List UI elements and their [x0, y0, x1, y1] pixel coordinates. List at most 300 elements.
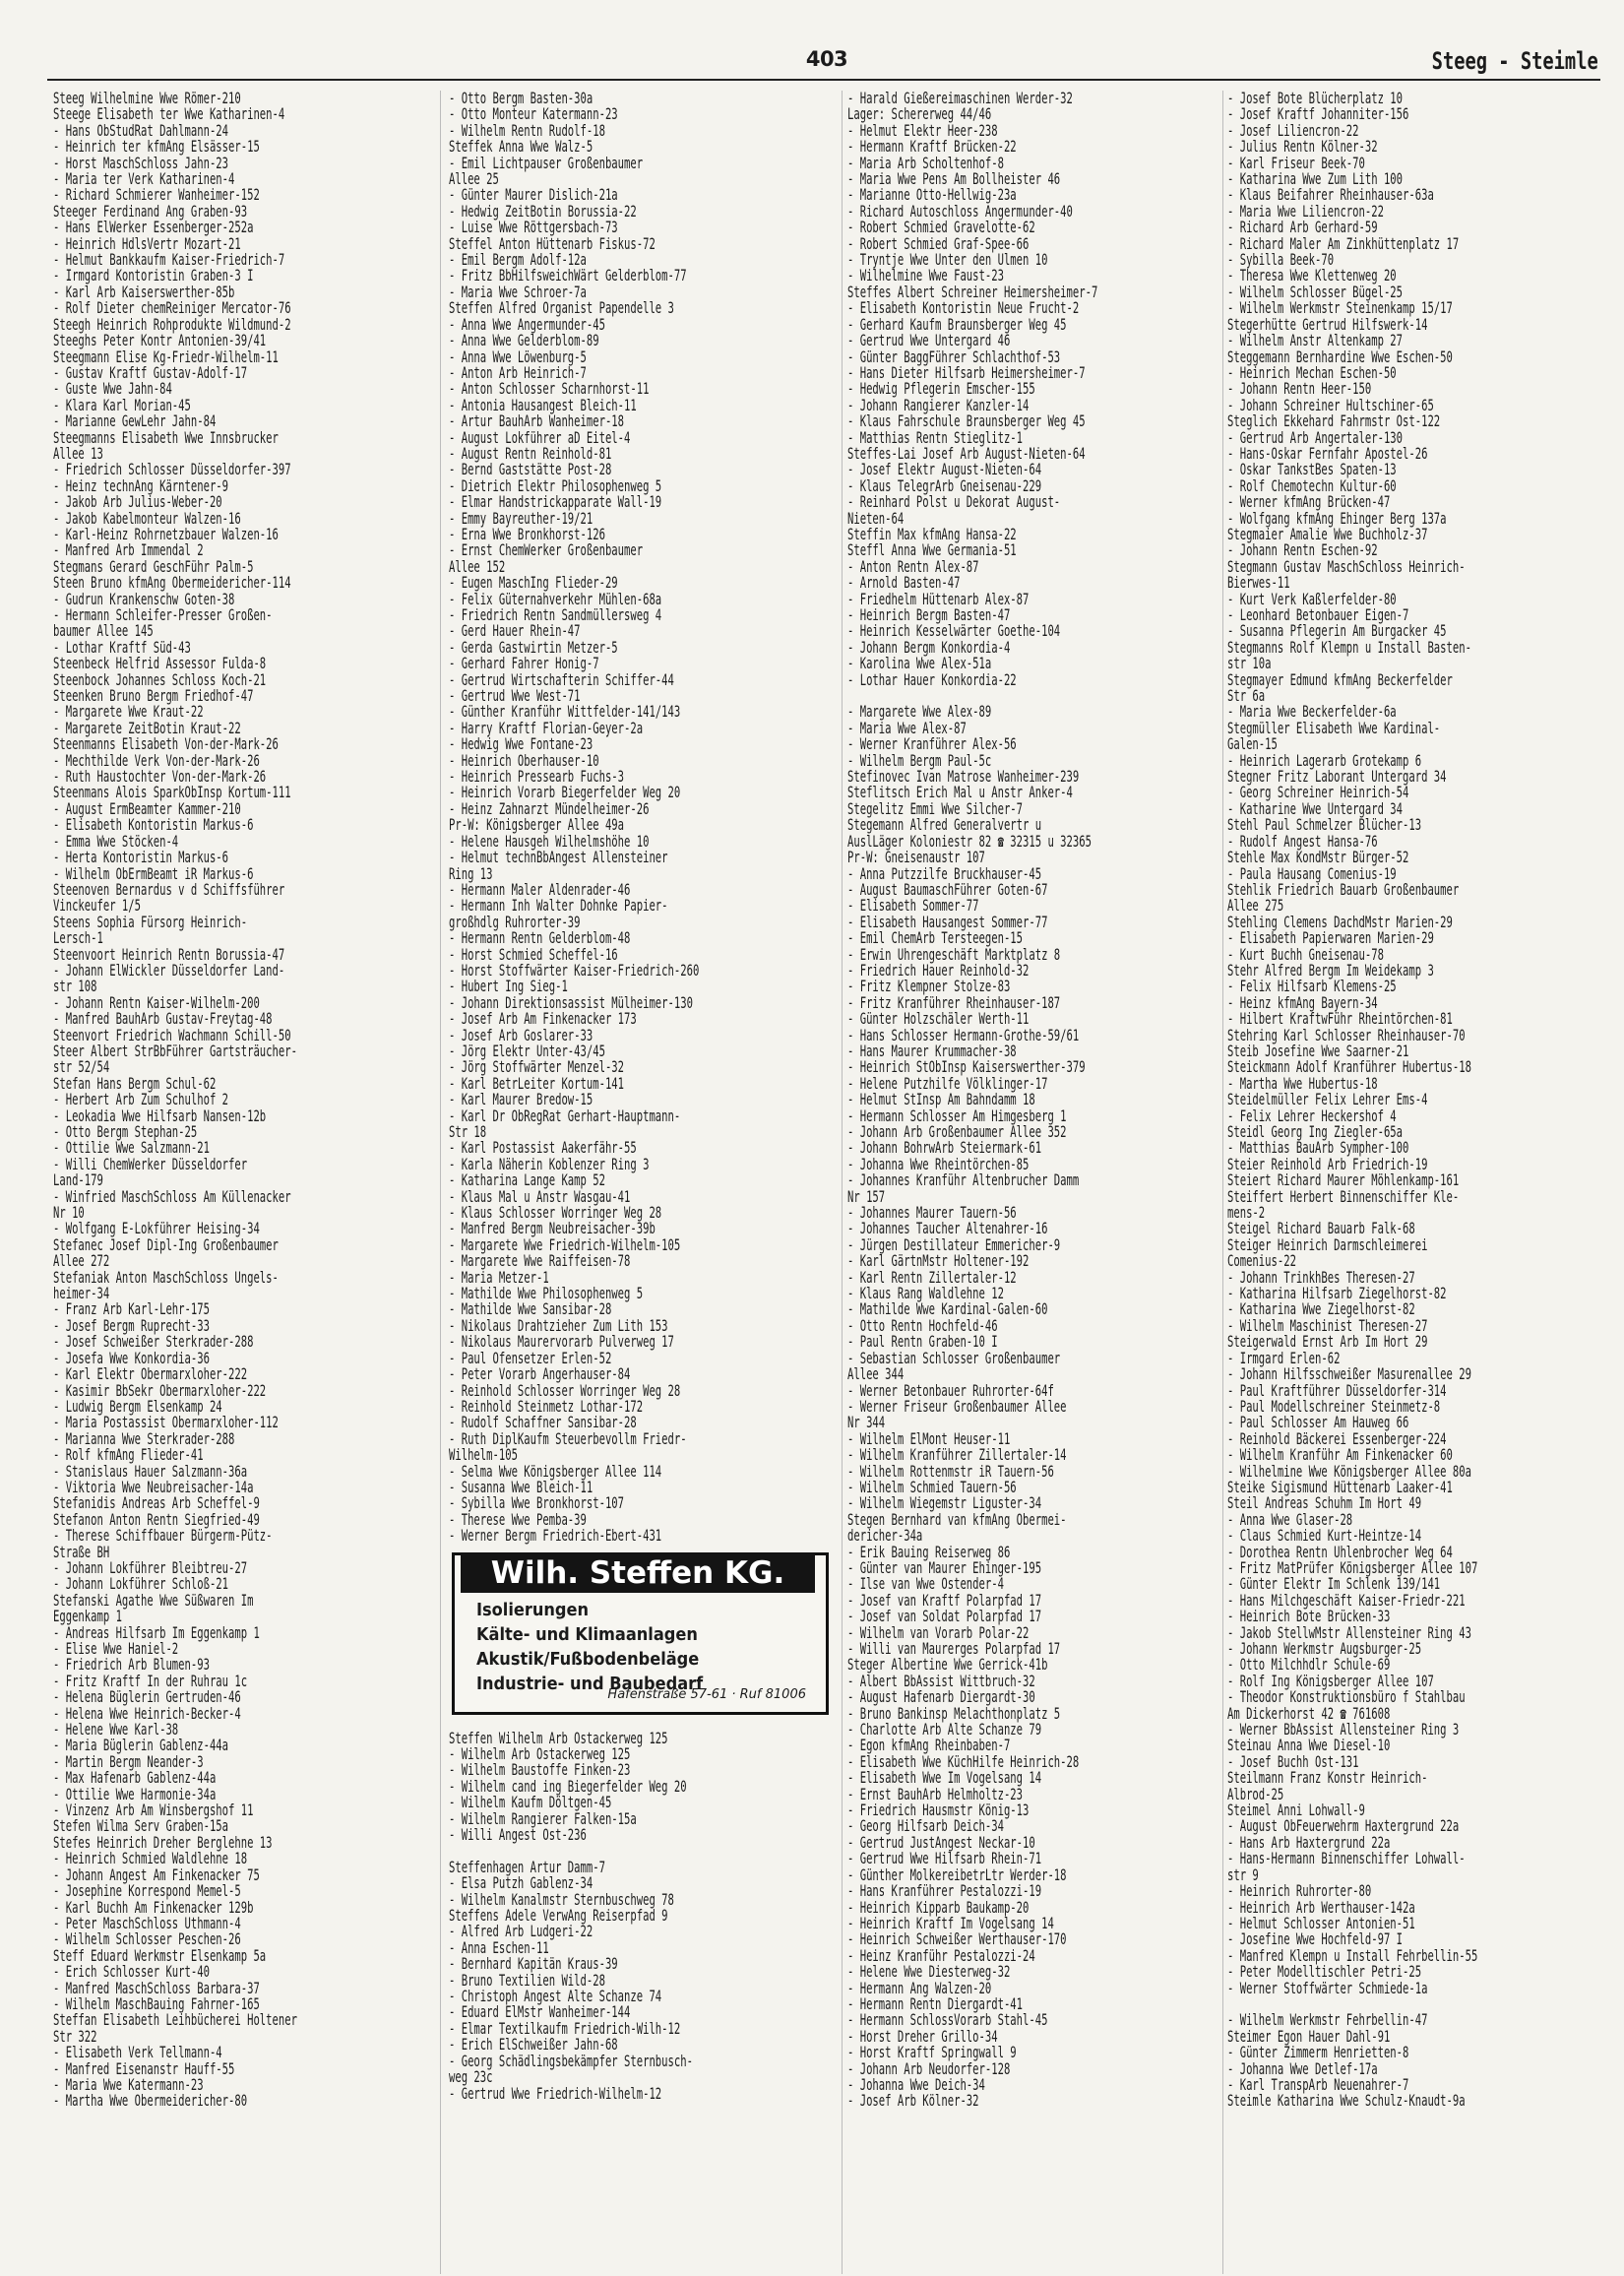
directory-entry: - Reinhold Steinmetz Lothar-172: [449, 1396, 644, 1416]
directory-entry: - Wilhelm Rottenmstr iR Tauern-56: [847, 1461, 1054, 1481]
directory-entry: - Manfred Klempn u Install Fehrbellin-55: [1227, 1945, 1478, 1965]
directory-entry: - Luise Wwe Röttgersbach-73: [449, 218, 618, 237]
column-divider: [842, 91, 843, 2274]
directory-entry: - Hans Maurer Krummacher-38: [847, 1041, 1017, 1060]
directory-entry: - Eugen MaschIng Flieder-29: [449, 573, 618, 593]
directory-entry: - Maria Büglerin Gablenz-44a: [53, 1736, 229, 1755]
directory-entry: - Anton Arb Heinrich-7: [449, 362, 587, 382]
directory-entry: - Theresa Wwe Klettenweg 20: [1227, 266, 1397, 285]
directory-entry: - Erich Schlosser Kurt-40: [53, 1962, 210, 1982]
directory-entry: Steegmanns Elisabeth Wwe Innsbrucker: [53, 427, 279, 447]
directory-entry: - Mathilde Wwe Kardinal-Galen-60: [847, 1299, 1048, 1319]
directory-entry: Steib Josefine Wwe Saarner-21: [1227, 1041, 1409, 1060]
directory-entry: - Leonhard Betonbauer Eigen-7: [1227, 605, 1409, 624]
directory-entry: - Wilhelm Kaufm Döltgen-45: [449, 1793, 612, 1812]
directory-entry: Nieten-64: [847, 508, 905, 528]
directory-entry: - Erwin Uhrengeschäft Marktplatz 8: [847, 944, 1061, 964]
directory-entry: - Anton Schlosser Scharnhorst-11: [449, 379, 650, 399]
directory-entry: - Fritz Kraftf In der Ruhrau 1c: [53, 1671, 248, 1690]
directory-entry: - Richard Maler Am Zinkhüttenplatz 17: [1227, 233, 1460, 253]
directory-entry: - Gertrud Wwe Hilfsarb Rhein-71: [847, 1849, 1042, 1868]
directory-entry: Steickmann Adolf Kranführer Hubertus-18: [1227, 1057, 1471, 1077]
directory-entry: - Heinrich HdlsVertr Mozart-21: [53, 233, 241, 253]
directory-entry: - Vinzenz Arb Am Winsbergshof 11: [53, 1801, 254, 1820]
directory-entry: - Friedrich Hausmstr König-13: [847, 1801, 1030, 1820]
directory-entry: - Wilhelmine Wwe Faust-23: [847, 266, 1004, 285]
directory-entry: - Elisabeth Wwe KüchHilfe Heinrich-28: [847, 1751, 1080, 1771]
directory-entry: - Richard Autoschloss Angermunder-40: [847, 201, 1073, 221]
directory-entry: - Hans-Oskar Fernfahr Apostel-26: [1227, 443, 1428, 463]
directory-entry: - Bruno Textilien Wild-28: [449, 1970, 605, 1990]
directory-entry: Stefen Wilma Serv Graben-15a: [53, 1816, 229, 1836]
directory-entry: - Josef Bote Blücherplatz 10: [1227, 91, 1404, 107]
directory-entry: - Irmgard Erlen-62: [1227, 1348, 1341, 1367]
directory-entry: - Johanna Wwe Rheintörchen-85: [847, 1154, 1030, 1173]
directory-entry: - Elisabeth Kontoristin Neue Frucht-2: [847, 298, 1080, 318]
directory-entry: - Albert BbAssist Wittbruch-32: [847, 1671, 1035, 1690]
directory-entry: - Josef Kraftf Johanniter-156: [1227, 104, 1409, 124]
advertisement-line: Akustik/Fußbodenbeläge: [476, 1648, 700, 1670]
directory-entry: - Helene Hausgeh Wilhelmshöhe 10: [449, 831, 650, 851]
directory-entry: Stehling Clemens DachdMstr Marien-29: [1227, 912, 1453, 931]
directory-column-4: [1227, 91, 1603, 2274]
directory-entry: - Wilhelm Anstr Altenkamp 27: [1227, 331, 1404, 350]
directory-entry: - Robert Schmied Gravelotte-62: [847, 218, 1035, 237]
directory-entry: - Otto Monteur Katermann-23: [449, 104, 618, 124]
directory-entry: - Heinrich Arb Werthauser-142a: [1227, 1897, 1415, 1917]
directory-entry: - August ObFeuerwehrm Haxtergrund 22a: [1227, 1816, 1460, 1836]
directory-column-1: [53, 91, 431, 2274]
directory-entry: - Horst Dreher Grillo-34: [847, 2026, 998, 2046]
directory-entry: Steenvoort Heinrich Rentn Borussia-47: [53, 944, 285, 964]
directory-entry: Allee 25: [449, 169, 499, 189]
directory-entry: - Therese Wwe Pemba-39: [449, 1509, 587, 1529]
directory-entry: - Theodor Konstruktionsbüro f Stahlbau: [1227, 1687, 1466, 1707]
directory-entry: - Anton Rentn Alex-87: [847, 556, 979, 576]
directory-entry: - Nikolaus Maurervorarb Pulverweg 17: [449, 1332, 674, 1352]
directory-entry: - Hans Arb Haxtergrund 22a: [1227, 1832, 1391, 1852]
directory-entry: - Maria Wwe Beckerfelder-6a: [1227, 702, 1397, 722]
directory-entry: - Hedwig Wwe Fontane-23: [449, 734, 593, 754]
directory-entry: - Josef Schweißer Sterkrader-288: [53, 1332, 254, 1352]
directory-entry: - Josef van Kraftf Polarpfad 17: [847, 1590, 1042, 1610]
directory-entry: - Harald Gießereimaschinen Werder-32: [847, 91, 1073, 107]
directory-entry: - Josef Arb Am Finkenacker 173: [449, 1009, 637, 1029]
directory-entry: - Lothar Kraftf Süd-43: [53, 637, 191, 657]
directory-entry: Allee 272: [53, 1251, 110, 1271]
directory-entry: - Gerda Gastwirtin Metzer-5: [449, 637, 618, 657]
directory-entry: - Emil ChemArb Tersteegen-15: [847, 928, 1024, 948]
directory-entry: - Gertrud Wwe Untergard 46: [847, 331, 1011, 350]
directory-entry: - Sybilla Wwe Bronkhorst-107: [449, 1493, 625, 1513]
directory-entry: - Rudolf Angest Hansa-76: [1227, 831, 1378, 851]
directory-entry: Str 322: [53, 2026, 97, 2046]
directory-entry: - Heinz Kranführ Pestalozzi-24: [847, 1945, 1035, 1965]
directory-entry: - Wilhelm van Vorarb Polar-22: [847, 1622, 1030, 1642]
directory-entry: - Emma Wwe Stöcken-4: [53, 831, 179, 851]
directory-entry: - Lothar Hauer Konkordia-22: [847, 669, 1017, 689]
directory-entry: - Margarete Wwe Raiffeisen-78: [449, 1251, 631, 1271]
directory-entry: - Josef Arb Kölner-32: [847, 2091, 979, 2111]
directory-entry: - Heinrich Kesselwärter Goethe-104: [847, 621, 1061, 641]
directory-entry: - Werner Friseur Großenbaumer Allee: [847, 1396, 1067, 1416]
directory-entry: weg 23c: [449, 2067, 493, 2087]
directory-entry: - Robert Schmied Graf-Spee-66: [847, 233, 1030, 253]
directory-entry: - Bernd Gaststätte Post-28: [449, 460, 612, 479]
directory-entry: - Nikolaus Drahtzieher Zum Lith 153: [449, 1315, 668, 1335]
directory-entry: - Ernst ChemWerker Großenbaumer: [449, 540, 644, 560]
directory-entry: - Ludwig Bergm Elsenkamp 24: [53, 1396, 222, 1416]
directory-entry: - Hermann Inh Walter Dohnke Papier-: [449, 896, 668, 916]
directory-entry: Stegmann Gustav MaschSchloss Heinrich-: [1227, 556, 1466, 576]
directory-entry: - Peter Vorarb Angerhauser-84: [449, 1364, 631, 1384]
directory-entry: - Helmut Elektr Heer-238: [847, 120, 998, 140]
directory-entry: Straße BH: [53, 1542, 110, 1561]
directory-entry: - Helena Büglerin Gertruden-46: [53, 1687, 241, 1707]
directory-entry: - Sybilla Beek-70: [1227, 250, 1335, 270]
directory-entry: - Gertrud JustAngest Neckar-10: [847, 1832, 1035, 1852]
advertisement-title: Wilh. Steffen KG.: [461, 1553, 815, 1593]
directory-entry: - Johann Direktionsassist Mülheimer-130: [449, 992, 693, 1012]
directory-entry: - Anna Wwe Angermunder-45: [449, 314, 605, 334]
directory-entry: - Christoph Angest Alte Schanze 74: [449, 1987, 662, 2006]
directory-entry: - Paul Schlosser Am Hauweg 66: [1227, 1413, 1409, 1432]
directory-entry: - August Hafenarb Diergardt-30: [847, 1687, 1035, 1707]
directory-entry: - Heinrich Bote Brücken-33: [1227, 1607, 1391, 1626]
directory-entry: - Manfred Eisenanstr Hauff-55: [53, 2058, 235, 2078]
directory-entry: Steggemann Bernhardine Wwe Eschen-50: [1227, 347, 1453, 366]
directory-entry: Bierwes-11: [1227, 573, 1290, 593]
directory-entry: - Klaus Fahrschule Braunsberger Weg 45: [847, 411, 1086, 431]
directory-entry: - Friedrich Arb Blumen-93: [53, 1655, 210, 1675]
directory-entry: - Kasimir BbSekr Obermarxloher-222: [53, 1380, 267, 1400]
directory-entry: - Günter Maurer Dislich-21a: [449, 185, 618, 205]
directory-entry: - Andreas Hilfsarb Im Eggenkamp 1: [53, 1622, 260, 1642]
directory-entry: - Johann Rentn Heer-150: [1227, 379, 1372, 399]
directory-entry: Steenbock Johannes Schloss Koch-21: [53, 669, 267, 689]
directory-entry: - Rudolf Schaffner Sansibar-28: [449, 1413, 637, 1432]
directory-entry: Lager: Schererweg 44/46: [847, 104, 992, 124]
directory-entry: - Willi ChemWerker Düsseldorfer: [53, 1154, 248, 1173]
directory-entry: - Karl Arb Kaiserswerther-85b: [53, 282, 235, 301]
directory-entry: - Johann TrinkhBes Theresen-27: [1227, 1267, 1415, 1287]
directory-entry: - Hermann Schleifer-Presser Großen-: [53, 605, 273, 624]
directory-entry: - Wilhelm Kranführer Zillertaler-14: [847, 1445, 1067, 1465]
directory-entry: Steffes Albert Schreiner Heimersheimer-7: [847, 282, 1098, 301]
directory-entry: - Maria Wwe Schroer-7a: [449, 282, 587, 301]
directory-entry: - Katharina Wwe Zum Lith 100: [1227, 169, 1404, 189]
directory-entry: - Karl Friseur Beek-70: [1227, 153, 1365, 172]
directory-entry: Steimel Anni Lohwall-9: [1227, 1801, 1365, 1820]
directory-entry: - Maria Postassist Obermarxloher-112: [53, 1413, 279, 1432]
directory-entry: - Wilhelm Baustoffe Finken-23: [449, 1760, 631, 1780]
directory-entry: - Paul Modellschreiner Steinmetz-8: [1227, 1396, 1441, 1416]
directory-entry: - Johann Schreiner Hultschiner-65: [1227, 395, 1434, 414]
directory-entry: Am Dickerhorst 42 ☎ 761608: [1227, 1703, 1391, 1723]
directory-entry: - Maria Wwe Katermann-23: [53, 2074, 204, 2094]
directory-entry: - August Rentn Reinhold-81: [449, 443, 612, 463]
directory-entry: - Claus Schmied Kurt-Heintze-14: [1227, 1526, 1422, 1546]
directory-entry: Vinckeufer 1/5: [53, 896, 142, 916]
directory-entry: - Heinrich Mechan Eschen-50: [1227, 362, 1397, 382]
directory-entry: - Wilhelm Schmied Tauern-56: [847, 1477, 1017, 1496]
directory-entry: - Manfred BauhArb Gustav-Freytag-48: [53, 1009, 273, 1029]
directory-entry: - Maria Wwe Alex-87: [847, 718, 967, 737]
directory-entry: Stegmans Gerard GeschFühr Palm-5: [53, 556, 254, 576]
directory-entry: Steidelmüller Felix Lehrer Ems-4: [1227, 1090, 1428, 1109]
directory-entry: - Reinhold Schlosser Worringer Weg 28: [449, 1380, 681, 1400]
directory-entry: - Fritz MatPrüfer Königsberger Allee 107: [1227, 1557, 1478, 1577]
directory-entry: - Günter van Maurer Ehinger-195: [847, 1557, 1042, 1577]
directory-entry: - Felix Lehrer Heckershof 4: [1227, 1106, 1397, 1125]
directory-entry: - Franz Arb Karl-Lehr-175: [53, 1299, 210, 1319]
page-number: 403: [805, 47, 848, 71]
directory-entry: - Karl TranspArb Neuenahrer-7: [1227, 2074, 1409, 2094]
directory-entry: - Mathilde Wwe Sansibar-28: [449, 1299, 612, 1319]
directory-entry: - Margarete Wwe Friedrich-Wilhelm-105: [449, 1234, 681, 1254]
directory-entry: - Heinrich Schmied Waldlehne 18: [53, 1849, 248, 1868]
directory-entry: - Hans Dieter Hilfsarb Heimersheimer-7: [847, 362, 1086, 382]
directory-entry: Steffl Anna Wwe Germania-51: [847, 540, 1017, 560]
directory-entry: - Helene Putzhilfe Völklinger-17: [847, 1073, 1048, 1093]
directory-entry: Stegemann Alfred Generalvertr u: [847, 815, 1042, 835]
directory-entry: Str 6a: [1227, 686, 1266, 706]
directory-entry: - Heinrich Kipparb Baukamp-20: [847, 1897, 1030, 1917]
directory-entry: Steeghs Peter Kontr Antonien-39/41: [53, 331, 267, 350]
directory-entry: - Horst Kraftf Springwall 9: [847, 2043, 1017, 2062]
directory-entry: - Johannes Kranführ Altenbrucher Damm: [847, 1170, 1080, 1190]
directory-entry: - Egon kfmAng Rheinbaben-7: [847, 1736, 1011, 1755]
directory-entry: - Maria Metzer-1: [449, 1267, 549, 1287]
directory-entry: - Elisabeth Kontoristin Markus-6: [53, 815, 254, 835]
directory-entry: dericher-34a: [847, 1526, 923, 1546]
directory-entry: Pr-W: Königsberger Allee 49a: [449, 815, 625, 835]
directory-entry: Eggenkamp 1: [53, 1607, 122, 1626]
directory-entry: Stegelitz Emmi Wwe Silcher-7: [847, 798, 1024, 818]
directory-entry: - Hans Schlosser Hermann-Grothe-59/61: [847, 1025, 1080, 1044]
advertisement-line: Kälte- und Klimaanlagen: [476, 1623, 698, 1645]
directory-entry: - Tryntje Wwe Unter den Ulmen 10: [847, 250, 1048, 270]
directory-entry: - Viktoria Wwe Neubreisacher-14a: [53, 1477, 254, 1496]
directory-entry: - Karl Maurer Bredow-15: [449, 1090, 593, 1109]
directory-entry: - Friedrich Schlosser Düsseldorfer-397: [53, 460, 291, 479]
directory-entry: - Horst Stoffwärter Kaiser-Friedrich-260: [449, 960, 700, 980]
directory-entry: - Wilhelm Werkmstr Fehrbellin-47: [1227, 2010, 1428, 2030]
directory-entry: - Karl Dr ObRegRat Gerhart-Hauptmann-: [449, 1106, 681, 1125]
directory-entry: - Susanna Wwe Bleich-11: [449, 1477, 593, 1496]
directory-entry: - Gertrud Wwe Friedrich-Wilhelm-12: [449, 2083, 662, 2103]
directory-entry: Steffes-Lai Josef Arb August-Nieten-64: [847, 443, 1086, 463]
directory-entry: - Heinz technAng Kärntener-9: [53, 475, 229, 495]
directory-entry: - Karl GärtnMstr Holtener-192: [847, 1251, 1030, 1271]
directory-entry: - Johann Rentn Eschen-92: [1227, 540, 1378, 560]
directory-entry: - Mechthilde Verk Von-der-Mark-26: [53, 750, 260, 770]
directory-entry: - Karl BetrLeiter Kortum-141: [449, 1073, 625, 1093]
directory-entry: - Gerhard Kaufm Braunsberger Weg 45: [847, 314, 1067, 334]
directory-entry: - Otto Milchhdlr Schule-69: [1227, 1655, 1391, 1675]
directory-entry: - Paul Kraftführer Düsseldorfer-314: [1227, 1380, 1447, 1400]
directory-entry: - Günter Elektr Im Schlenk 139/141: [1227, 1574, 1441, 1594]
directory-entry: Stegmüller Elisabeth Wwe Kardinal-: [1227, 718, 1441, 737]
directory-entry: - Josef Buchh Ost-131: [1227, 1751, 1359, 1771]
directory-entry: - Willi Angest Ost-236: [449, 1825, 587, 1844]
directory-entry: Comenius-22: [1227, 1251, 1296, 1271]
directory-entry: - Peter Modelltischler Petri-25: [1227, 1962, 1422, 1982]
directory-entry: - Helena Wwe Heinrich-Becker-4: [53, 1703, 241, 1723]
directory-entry: - Heinz kfmAng Bayern-34: [1227, 992, 1378, 1012]
directory-entry: Steffan Elisabeth Leihbücherei Holtener: [53, 2010, 297, 2030]
directory-entry: - Hedwig ZeitBotin Borussia-22: [449, 201, 637, 221]
directory-entry: - Josef Arb Goslarer-33: [449, 1025, 593, 1044]
directory-entry: Albrod-25: [1227, 1784, 1284, 1803]
directory-entry: - Josef Elektr August-Nieten-64: [847, 460, 1042, 479]
directory-entry: - Jakob StellwMstr Allensteiner Ring 43: [1227, 1622, 1471, 1642]
directory-entry: - Günther Kranführ Wittfelder-141/143: [449, 702, 681, 722]
directory-entry: - Peter MaschSchloss Uthmann-4: [53, 1913, 241, 1932]
directory-entry: - Matthias BauArb Sympher-100: [1227, 1138, 1409, 1158]
directory-entry: - August ErmBeamter Kammer-210: [53, 798, 241, 818]
directory-entry: - Gerd Hauer Rhein-47: [449, 621, 581, 641]
directory-entry: - Heinrich Ruhrorter-80: [1227, 1881, 1372, 1901]
directory-entry: Steimer Egon Hauer Dahl-91: [1227, 2026, 1391, 2046]
directory-entry: - August Lokführer aD Eitel-4: [449, 427, 631, 447]
directory-entry: - Antonia Hausangest Bleich-11: [449, 395, 637, 414]
directory-entry: - Helene Wwe Karl-38: [53, 1720, 179, 1739]
directory-entry: - Richard Arb Gerhard-59: [1227, 218, 1378, 237]
directory-entry: - Elisabeth Wwe Im Vogelsang 14: [847, 1768, 1042, 1788]
directory-entry: - Bruno Bankinsp Melachthonplatz 5: [847, 1703, 1061, 1723]
directory-entry: Steiffert Herbert Binnenschiffer Kle-: [1227, 1186, 1460, 1206]
directory-entry: - Susanna Pflegerin Am Burgacker 45: [1227, 621, 1447, 641]
directory-entry: Stehring Karl Schlosser Rheinhauser-70: [1227, 1025, 1466, 1044]
directory-entry: - Friedrich Hauer Reinhold-32: [847, 960, 1030, 980]
directory-entry: - August BaumaschFührer Goten-67: [847, 879, 1048, 899]
directory-entry: - Matthias Rentn Stieglitz-1: [847, 427, 1024, 447]
directory-entry: - Helene Wwe Diesterweg-32: [847, 1962, 1011, 1982]
directory-entry: Stegmaier Amalie Wwe Buchholz-37: [1227, 524, 1428, 543]
directory-entry: Lersch-1: [53, 928, 103, 948]
directory-entry: Steimle Katharina Wwe Schulz-Knaudt-9a: [1227, 2091, 1466, 2111]
directory-entry: - Sebastian Schlosser Großenbaumer: [847, 1348, 1061, 1367]
directory-entry: - Fritz Klempner Stolze-83: [847, 977, 1011, 996]
directory-entry: - Marianna Wwe Sterkrader-288: [53, 1428, 235, 1448]
directory-entry: Steeg Wilhelmine Wwe Römer-210: [53, 91, 241, 107]
directory-entry: - Heinrich Vorarb Biegerfelder Weg 20: [449, 783, 681, 802]
directory-entry: Steffin Max kfmAng Hansa-22: [847, 524, 1017, 543]
directory-entry: - Wilhelm ObErmBeamt iR Markus-6: [53, 863, 254, 883]
directory-entry: - Johann Lokführer Schloß-21: [53, 1574, 229, 1594]
directory-entry: Str 18: [449, 1122, 487, 1141]
directory-entry: - Irmgard Kontoristin Graben-3 I: [53, 266, 254, 285]
directory-entry: Steinau Anna Wwe Diesel-10: [1227, 1736, 1391, 1755]
directory-entry: - Martha Wwe Hubertus-18: [1227, 1073, 1378, 1093]
directory-entry: Stefaniak Anton MaschSchloss Ungels-: [53, 1267, 279, 1287]
directory-entry: - Elsa Putzh Gablenz-34: [449, 1873, 593, 1893]
directory-entry: - Oskar TankstBes Spaten-13: [1227, 460, 1397, 479]
directory-entry: - Hermann SchlossVorarb Stahl-45: [847, 2010, 1048, 2030]
directory-entry: - Margarete ZeitBotin Kraut-22: [53, 718, 241, 737]
directory-entry: - Klara Karl Morian-45: [53, 395, 191, 414]
directory-entry: Steiert Richard Maurer Möhlenkamp-161: [1227, 1170, 1460, 1190]
directory-entry: - Hermann Rentn Gelderblom-48: [449, 928, 631, 948]
directory-entry: - Klaus Rang Waldlehne 12: [847, 1284, 1004, 1303]
directory-entry: Steffel Anton Hüttenarb Fiskus-72: [449, 233, 656, 253]
directory-entry: - Paula Hausang Comenius-19: [1227, 863, 1397, 883]
directory-entry: - Fritz BbHilfsweichWärt Gelderblom-77: [449, 266, 687, 285]
directory-entry: - Manfred Bergm Neubreisacher-39b: [449, 1219, 656, 1238]
advertisement-box: [452, 1552, 829, 1715]
directory-entry: - Werner Bergm Friedrich-Ebert-431: [449, 1526, 662, 1546]
directory-entry: - Arnold Basten-47: [847, 573, 961, 593]
directory-entry: Stefan Hans Bergm Schul-62: [53, 1073, 217, 1093]
directory-entry: - Katharina Hilfsarb Ziegelhorst-82: [1227, 1284, 1447, 1303]
directory-entry: - Kurt Verk Kaßlerfelder-80: [1227, 589, 1397, 608]
directory-entry: Steens Sophia Fürsorg Heinrich-: [53, 912, 248, 931]
directory-entry: - Jakob Kabelmonteur Walzen-16: [53, 508, 241, 528]
directory-entry: - Guste Wwe Jahn-84: [53, 379, 172, 399]
directory-entry: - Mathilde Wwe Philosophenweg 5: [449, 1284, 644, 1303]
directory-entry: Pr-W: Gneisenaustr 107: [847, 848, 985, 867]
directory-entry: - Manfred Arb Immendal 2: [53, 540, 204, 560]
directory-entry: - Otto Bergm Stephan-25: [53, 1122, 198, 1141]
directory-entry: - Gustav Kraftf Gustav-Adolf-17: [53, 362, 248, 382]
directory-entry: - Elmar Handstrickapparate Wall-19: [449, 492, 662, 512]
directory-entry: - Karl Postassist Aakerfähr-55: [449, 1138, 637, 1158]
directory-entry: - Julius Rentn Kölner-32: [1227, 137, 1378, 157]
directory-entry: - Elisabeth Papierwaren Marien-29: [1227, 928, 1434, 948]
directory-entry: - Karl Rentn Zillertaler-12: [847, 1267, 1017, 1287]
directory-entry: - Wolfgang E-Lokführer Heising-34: [53, 1219, 260, 1238]
directory-entry: Stefinovec Ivan Matrose Wanheimer-239: [847, 767, 1080, 787]
directory-entry: Stegmanns Rolf Klempn u Install Basten-: [1227, 637, 1471, 657]
directory-entry: AuslLäger Koloniestr 82 ☎ 32315 u 32365: [847, 831, 1092, 851]
directory-entry: Steiger Heinrich Darmschleimerei: [1227, 1234, 1428, 1254]
directory-entry: - Wilhelm cand ing Biegerfelder Weg 20: [449, 1776, 687, 1796]
directory-entry: Steen Bruno kfmAng Obermeidericher-114: [53, 573, 291, 593]
directory-entry: Stegmayer Edmund kfmAng Beckerfelder: [1227, 669, 1453, 689]
directory-entry: - Gertrud Arb Angertaler-130: [1227, 427, 1404, 447]
directory-entry: - Emil Bergm Adolf-12a: [449, 250, 587, 270]
directory-entry: - Otto Rentn Hochfeld-46: [847, 1315, 998, 1335]
directory-entry: - Günter BaggFührer Schlachthof-53: [847, 347, 1061, 366]
directory-entry: - Karla Näherin Koblenzer Ring 3: [449, 1154, 650, 1173]
directory-entry: - Wilhelm ElMont Heuser-11: [847, 1428, 1011, 1448]
directory-entry: - Kurt Buchh Gneisenau-78: [1227, 944, 1384, 964]
directory-entry: - Karolina Wwe Alex-51a: [847, 654, 992, 673]
directory-entry: - Hans ElWerker Essenberger-252a: [53, 218, 254, 237]
directory-entry: - Jörg Elektr Unter-43/45: [449, 1041, 605, 1060]
directory-entry: - Johann Hilfsschweißer Masurenallee 29: [1227, 1364, 1471, 1384]
directory-entry: - Wilhelm Arb Ostackerweg 125: [449, 1743, 631, 1763]
directory-entry: - Anna Wwe Glaser-28: [1227, 1509, 1353, 1529]
directory-entry: - Johanna Wwe Deich-34: [847, 2074, 985, 2094]
column-divider: [1222, 91, 1223, 2274]
directory-entry: Stefanon Anton Rentn Siegfried-49: [53, 1509, 260, 1529]
directory-entry: - Karl Buchh Am Finkenacker 129b: [53, 1897, 254, 1917]
directory-entry: - Maria Wwe Liliencron-22: [1227, 201, 1384, 221]
directory-entry: - Josephine Korrespond Memel-5: [53, 1881, 241, 1901]
directory-entry: Nr 157: [847, 1186, 886, 1206]
directory-entry: - Jörg Stoffwärter Menzel-32: [449, 1057, 625, 1077]
directory-entry: Steffek Anna Wwe Walz-5: [449, 137, 593, 157]
directory-entry: - Erik Bauing Reiserweg 86: [847, 1542, 1011, 1561]
directory-entry: - Josef van Soldat Polarpfad 17: [847, 1607, 1042, 1626]
directory-entry: Steer Albert StrBbFührer Gartsträucher-: [53, 1041, 297, 1060]
directory-entry: - Anna Wwe Gelderblom-89: [449, 331, 599, 350]
directory-entry: Steffens Adele VerwAng Reiserpfad 9: [449, 1906, 668, 1926]
directory-entry: - Hedwig Pflegerin Emscher-155: [847, 379, 1035, 399]
directory-entry: - Helmut Bankkaufm Kaiser-Friedrich-7: [53, 250, 285, 270]
